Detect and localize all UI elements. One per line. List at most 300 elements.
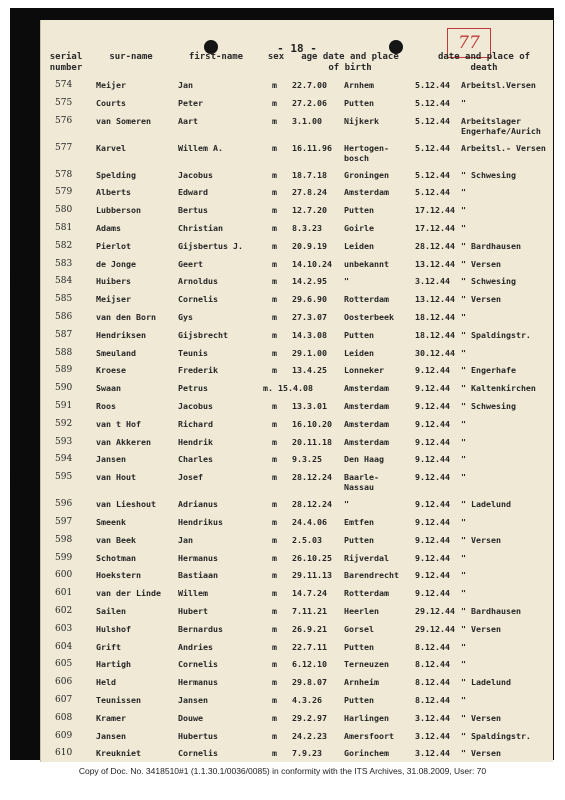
death-place-cell: " Schwesing xyxy=(461,401,516,411)
sex-cell: m xyxy=(272,312,277,322)
firstname-cell: Cornelis xyxy=(178,294,218,305)
firstname-cell: Teunis xyxy=(178,347,208,358)
serial-number-cell: 577 xyxy=(55,142,73,153)
surname-cell: van Akkeren xyxy=(96,436,151,447)
sex-cell: m xyxy=(272,588,277,599)
sex-cell: m xyxy=(272,606,277,616)
serial-number-cell: 584 xyxy=(55,276,73,287)
death-date-cell: 5.12.44 xyxy=(415,187,450,198)
death-place-cell: Arbeitsl.- Versen xyxy=(461,142,546,153)
serial-number-cell: 586 xyxy=(55,312,73,322)
firstname-cell: Bernardus xyxy=(178,623,223,634)
sex-cell: m xyxy=(272,97,277,108)
sex-cell: m xyxy=(272,258,277,269)
birth-date-cell: 29.6.90 xyxy=(292,294,327,305)
death-date-cell: 5.12.44 xyxy=(415,80,450,90)
death-place-cell: " xyxy=(461,552,466,563)
death-date-cell: 18.12.44 xyxy=(415,329,455,340)
death-place-cell: " xyxy=(461,418,466,429)
serial-number-cell: 590 xyxy=(55,383,73,394)
death-place-cell: " Ladelund xyxy=(461,499,511,510)
sex-cell: m xyxy=(272,80,277,90)
firstname-cell: Frederik xyxy=(178,365,218,376)
surname-cell: Hoekstern xyxy=(96,570,141,581)
surname-cell: Sailen xyxy=(96,606,126,616)
serial-number-cell: 588 xyxy=(55,347,73,358)
serial-number-cell: 594 xyxy=(55,454,73,465)
header-firstname: first-name xyxy=(188,52,244,62)
birth-place-cell: Gorsel xyxy=(344,623,374,634)
birth-date-cell: 13.3.01 xyxy=(292,401,327,411)
firstname-cell: Jansen xyxy=(178,695,208,705)
birth-date-cell: 29.11.13 xyxy=(292,570,332,581)
firstname-cell: Cornelis xyxy=(178,748,218,759)
firstname-cell: Hendrik xyxy=(178,436,213,447)
serial-number-cell: 575 xyxy=(55,97,73,108)
sex-cell: m xyxy=(272,641,277,652)
birth-date-cell: 2.5.03 xyxy=(292,534,322,545)
death-date-cell: 13.12.44 xyxy=(415,258,455,269)
surname-cell: Hulshof xyxy=(96,623,131,634)
binder-hole-top xyxy=(10,268,28,286)
surname-cell: van Lieshout xyxy=(96,499,156,510)
birth-date-cell: 7.9.23 xyxy=(292,748,322,759)
birth-place-cell: Amsterdam xyxy=(344,418,389,429)
sex-cell: m xyxy=(272,205,277,216)
birth-date-cell: 3.1.00 xyxy=(292,115,322,126)
birth-date-cell: 9.3.25 xyxy=(292,454,322,465)
surname-cell: Meijer xyxy=(96,80,126,90)
death-place-cell: " Ladelund xyxy=(461,677,511,688)
sex-cell: m xyxy=(272,365,277,376)
birth-place-cell: Terneuzen xyxy=(344,659,389,670)
death-date-cell: 8.12.44 xyxy=(415,677,450,688)
death-place-cell: " xyxy=(461,472,466,483)
death-place-cell: " Versen xyxy=(461,534,501,545)
birth-date-cell: 22.7.00 xyxy=(292,80,327,90)
birth-place-cell: Putten xyxy=(344,695,374,705)
sex-cell: m xyxy=(272,115,277,126)
sex-cell: m xyxy=(272,187,277,198)
sex-cell: m xyxy=(272,570,277,581)
death-place-cell: " xyxy=(461,223,466,233)
surname-cell: Smeuland xyxy=(96,347,136,358)
surname-cell: de Jonge xyxy=(96,258,136,269)
surname-cell: Adams xyxy=(96,223,121,233)
birth-place-cell: Amsterdam xyxy=(344,383,389,394)
sex-cell: m xyxy=(272,169,277,180)
birth-date-cell: 22.7.11 xyxy=(292,641,327,652)
death-date-cell: 9.12.44 xyxy=(415,472,450,483)
death-place-cell: " Versen xyxy=(461,748,501,759)
death-date-cell: 9.12.44 xyxy=(415,401,450,411)
birth-date-cell: 28.12.24 xyxy=(292,472,332,483)
birth-date-cell: 13.4.25 xyxy=(292,365,327,376)
birth-place-cell: Amsterdam xyxy=(344,436,389,447)
death-date-cell: 5.12.44 xyxy=(415,97,450,108)
header-birth: age date and place of birth xyxy=(301,52,399,73)
birth-place-cell: Groningen xyxy=(344,169,389,180)
sex-cell: m xyxy=(272,142,277,153)
sex-cell: m xyxy=(272,623,277,634)
firstname-cell: Gijsbrecht xyxy=(178,329,228,340)
death-place-cell: " Versen xyxy=(461,623,501,634)
death-place-cell: " Engerhafe xyxy=(461,365,516,376)
death-place-cell: " Spaldingstr. xyxy=(461,329,531,340)
sex-cell: m xyxy=(272,534,277,545)
serial-number-cell: 593 xyxy=(55,436,73,447)
binder-hole-bottom xyxy=(10,474,28,492)
surname-cell: Huibers xyxy=(96,276,131,287)
sex-cell: m xyxy=(272,223,277,233)
surname-cell: Karvel xyxy=(96,142,126,153)
birth-place-cell: Amsterdam xyxy=(344,401,389,411)
birth-date-cell: 14.3.08 xyxy=(292,329,327,340)
surname-cell: Teunissen xyxy=(96,695,141,705)
birth-date-cell: 8.3.23 xyxy=(292,223,322,233)
death-date-cell: 30.12.44 xyxy=(415,347,455,358)
death-date-cell: 8.12.44 xyxy=(415,659,450,670)
firstname-cell: Hendrikus xyxy=(178,517,223,527)
death-date-cell: 29.12.44 xyxy=(415,606,455,616)
surname-cell: van Someren xyxy=(96,115,151,126)
serial-number-cell: 585 xyxy=(55,294,73,305)
death-date-cell: 9.12.44 xyxy=(415,383,450,394)
surname-cell: Pierlot xyxy=(96,240,131,251)
firstname-cell: Willem xyxy=(178,588,208,599)
birth-place-cell: Lonneker xyxy=(344,365,384,376)
sex-cell: m xyxy=(272,472,277,483)
firstname-cell: Hermanus xyxy=(178,677,218,688)
surname-cell: van den Born xyxy=(96,312,156,322)
birth-date-cell: 24.4.06 xyxy=(292,517,327,527)
death-place-cell: " xyxy=(461,641,466,652)
surname-cell: Kreukniet xyxy=(96,748,141,759)
firstname-cell: Bastiaan xyxy=(178,570,218,581)
firstname-cell: Arnoldus xyxy=(178,276,218,287)
serial-number-cell: 605 xyxy=(55,659,73,670)
surname-cell: Held xyxy=(96,677,116,688)
death-date-cell: 9.12.44 xyxy=(415,436,450,447)
surname-cell: van Beek xyxy=(96,534,136,545)
firstname-cell: Edward xyxy=(178,187,208,198)
sex-cell: m xyxy=(272,329,277,340)
firstname-cell: Bertus xyxy=(178,205,208,216)
birth-date-cell: 20.11.18 xyxy=(292,436,332,447)
firstname-cell: Petrus xyxy=(178,383,208,394)
birth-place-cell: Amsterdam xyxy=(344,187,389,198)
surname-cell: Schotman xyxy=(96,552,136,563)
birth-place-cell: Rijverdal xyxy=(344,552,389,563)
serial-number-cell: 579 xyxy=(55,187,73,198)
scanned-document-frame xyxy=(10,8,554,760)
birth-place-cell-line2: Nassau xyxy=(344,482,374,493)
firstname-cell: Hubert xyxy=(178,606,208,616)
firstname-cell: Hermanus xyxy=(178,552,218,563)
death-date-cell: 9.12.44 xyxy=(415,570,450,581)
sex-cell: m xyxy=(272,276,277,287)
sex-cell: m xyxy=(272,436,277,447)
serial-number-cell: 589 xyxy=(55,365,73,376)
birth-date-cell: 14.10.24 xyxy=(292,258,332,269)
death-place-cell: " xyxy=(461,187,466,198)
serial-number-cell: 599 xyxy=(55,552,73,563)
sex-cell: m xyxy=(272,517,277,527)
death-date-cell: 3.12.44 xyxy=(415,730,450,741)
header-surname: sur-name xyxy=(109,52,153,62)
birth-date-cell: 18.7.18 xyxy=(292,169,327,180)
surname-cell: van t Hof xyxy=(96,418,141,429)
death-place-cell: " Bardhausen xyxy=(461,240,521,251)
death-place-cell: " xyxy=(461,347,466,358)
death-place-cell: " Versen xyxy=(461,712,501,723)
firstname-cell: Richard xyxy=(178,418,213,429)
firstname-cell: Charles xyxy=(178,454,213,465)
surname-cell: Swaan xyxy=(96,383,121,394)
birth-place-cell: Baarle- xyxy=(344,472,379,483)
surname-cell: Jansen xyxy=(96,730,126,741)
sex-cell: m xyxy=(272,677,277,688)
death-place-cell: " xyxy=(461,436,466,447)
birth-date-cell: 7.11.21 xyxy=(292,606,327,616)
death-date-cell: 9.12.44 xyxy=(415,454,450,465)
header-sex: sex xyxy=(267,52,285,62)
firstname-cell: Hubertus xyxy=(178,730,218,741)
serial-number-cell: 607 xyxy=(55,695,73,705)
surname-cell: Roos xyxy=(96,401,116,411)
birth-date-cell: 29.2.97 xyxy=(292,712,327,723)
serial-number-cell: 608 xyxy=(55,712,73,723)
surname-cell: Meijser xyxy=(96,294,131,305)
birth-place-cell: Putten xyxy=(344,205,374,216)
death-place-cell: " Schwesing xyxy=(461,276,516,287)
header-death: date and place of death xyxy=(437,52,531,73)
birth-place-cell: Arnheim xyxy=(344,677,379,688)
birth-date-cell: 6.12.10 xyxy=(292,659,327,670)
birth-date-cell: 14.2.95 xyxy=(292,276,327,287)
surname-cell: Smeenk xyxy=(96,517,126,527)
death-place-cell: " Schwesing xyxy=(461,169,516,180)
birth-date-cell: 4.3.26 xyxy=(292,695,322,705)
death-place-cell-line2: Engerhafe/Aurich xyxy=(461,125,541,136)
death-date-cell: 8.12.44 xyxy=(415,641,450,652)
firstname-cell: Andries xyxy=(178,641,213,652)
serial-number-cell: 600 xyxy=(55,570,73,581)
surname-cell: Spelding xyxy=(96,169,136,180)
surname-cell: Hendriksen xyxy=(96,329,146,340)
firstname-cell: Jan xyxy=(178,80,193,90)
death-place-cell: " xyxy=(461,312,466,322)
birth-place-cell: Heerlen xyxy=(344,606,379,616)
birth-place-cell: Arnhem xyxy=(344,80,374,90)
death-place-cell: " Kaltenkirchen xyxy=(461,383,536,394)
birth-place-cell: Rotterdam xyxy=(344,588,389,599)
serial-number-cell: 604 xyxy=(55,641,73,652)
firstname-cell: Geert xyxy=(178,258,203,269)
birth-place-cell: Hertogen- xyxy=(344,142,389,153)
death-date-cell: 3.12.44 xyxy=(415,276,450,287)
birth-place-cell: Amersfoort xyxy=(344,730,394,741)
serial-number-cell: 578 xyxy=(55,169,73,180)
sex-cell: m. 15.4.08 xyxy=(263,383,313,394)
firstname-cell: Jan xyxy=(178,534,193,545)
death-place-cell: " xyxy=(461,97,466,108)
sex-cell: m xyxy=(272,401,277,411)
surname-cell: Kroese xyxy=(96,365,126,376)
death-date-cell: 5.12.44 xyxy=(415,169,450,180)
birth-place-cell: Putten xyxy=(344,329,374,340)
death-place-cell: " Bardhausen xyxy=(461,606,521,616)
birth-date-cell: 14.7.24 xyxy=(292,588,327,599)
birth-place-cell: Emtfen xyxy=(344,517,374,527)
surname-cell: Grift xyxy=(96,641,121,652)
birth-place-cell: Harlingen xyxy=(344,712,389,723)
firstname-cell: Adrianus xyxy=(178,499,218,510)
death-place-cell: " Spaldingstr. xyxy=(461,730,531,741)
serial-number-cell: 574 xyxy=(55,80,73,90)
sex-cell: m xyxy=(272,294,277,305)
surname-cell: Courts xyxy=(96,97,126,108)
firstname-cell: Gijsbertus J. xyxy=(178,240,243,251)
archive-footer: Copy of Doc. No. 3418510#1 (1.1.30.1/0036/0085) in conformity with the ITS Archives, 31.08.2009, User: 70 xyxy=(78,766,487,776)
death-place-cell: " Versen xyxy=(461,258,501,269)
serial-number-cell: 587 xyxy=(55,329,73,340)
death-date-cell: 3.12.44 xyxy=(415,712,450,723)
sex-cell: m xyxy=(272,499,277,510)
serial-number-cell: 602 xyxy=(55,606,73,616)
birth-date-cell: 16.11.96 xyxy=(292,142,332,153)
birth-place-cell: Leiden xyxy=(344,240,374,251)
sex-cell: m xyxy=(272,712,277,723)
surname-cell: Lubberson xyxy=(96,205,141,216)
serial-number-cell: 583 xyxy=(55,258,73,269)
firstname-cell: Christian xyxy=(178,223,223,233)
serial-number-cell: 582 xyxy=(55,240,73,251)
death-date-cell: 28.12.44 xyxy=(415,240,455,251)
serial-number-cell: 598 xyxy=(55,534,73,545)
serial-number-cell: 591 xyxy=(55,401,73,411)
death-date-cell: 9.12.44 xyxy=(415,499,450,510)
firstname-cell: Jacobus xyxy=(178,401,213,411)
serial-number-cell: 606 xyxy=(55,677,73,688)
death-date-cell: 9.12.44 xyxy=(415,588,450,599)
firstname-cell: Gys xyxy=(178,312,193,322)
death-place-cell: " Versen xyxy=(461,294,501,305)
death-date-cell: 29.12.44 xyxy=(415,623,455,634)
firstname-cell: Josef xyxy=(178,472,203,483)
header-serial: serial number xyxy=(49,52,83,73)
death-place-cell: " xyxy=(461,588,466,599)
birth-place-cell: Den Haag xyxy=(344,454,384,465)
death-date-cell: 13.12.44 xyxy=(415,294,455,305)
birth-date-cell: 27.3.07 xyxy=(292,312,327,322)
sex-cell: m xyxy=(272,347,277,358)
birth-date-cell: 28.12.24 xyxy=(292,499,332,510)
sex-cell: m xyxy=(272,659,277,670)
birth-date-cell: 16.10.20 xyxy=(292,418,332,429)
birth-place-cell: Rotterdam xyxy=(344,294,389,305)
firstname-cell: Willem A. xyxy=(178,142,223,153)
surname-cell: van der Linde xyxy=(96,588,161,599)
death-date-cell: 9.12.44 xyxy=(415,517,450,527)
sex-cell: m xyxy=(272,695,277,705)
death-date-cell: 17.12.44 xyxy=(415,223,455,233)
birth-place-cell: Oosterbeek xyxy=(344,312,394,322)
birth-place-cell: Nijkerk xyxy=(344,115,379,126)
serial-number-cell: 601 xyxy=(55,588,73,599)
firstname-cell: Douwe xyxy=(178,712,203,723)
birth-place-cell: Gorinchem xyxy=(344,748,389,759)
death-date-cell: 18.12.44 xyxy=(415,312,455,322)
death-date-cell: 5.12.44 xyxy=(415,115,450,126)
birth-place-cell: Barendrecht xyxy=(344,570,399,581)
death-date-cell: 9.12.44 xyxy=(415,365,450,376)
birth-place-cell: unbekannt xyxy=(344,258,389,269)
serial-number-cell: 576 xyxy=(55,115,73,126)
surname-cell: Kramer xyxy=(96,712,126,723)
serial-number-cell: 597 xyxy=(55,517,73,527)
sex-cell: m xyxy=(272,240,277,251)
surname-cell: van Hout xyxy=(96,472,136,483)
birth-date-cell: 29.8.07 xyxy=(292,677,327,688)
birth-date-cell: 12.7.20 xyxy=(292,205,327,216)
serial-number-cell: 595 xyxy=(55,472,73,483)
birth-place-cell: Putten xyxy=(344,534,374,545)
sex-cell: m xyxy=(272,748,277,759)
death-place-cell: " xyxy=(461,205,466,216)
birth-date-cell: 26.9.21 xyxy=(292,623,327,634)
death-date-cell: 17.12.44 xyxy=(415,205,455,216)
death-date-cell: 5.12.44 xyxy=(415,142,450,153)
firstname-cell: Cornelis xyxy=(178,659,218,670)
death-place-cell: Arbeitslager xyxy=(461,115,521,126)
birth-place-cell: " xyxy=(344,499,349,510)
page-number: - 18 - xyxy=(277,42,317,55)
sex-cell: m xyxy=(272,552,277,563)
birth-place-cell: Goirle xyxy=(344,223,374,233)
birth-place-cell: " xyxy=(344,276,349,287)
death-place-cell: " xyxy=(461,659,466,670)
birth-place-cell: Putten xyxy=(344,97,374,108)
birth-date-cell: 24.2.23 xyxy=(292,730,327,741)
firstname-cell: Aart xyxy=(178,115,198,126)
death-date-cell: 3.12.44 xyxy=(415,748,450,759)
firstname-cell: Peter xyxy=(178,97,203,108)
surname-cell: Hartigh xyxy=(96,659,131,670)
death-place-cell: " xyxy=(461,517,466,527)
sex-cell: m xyxy=(272,418,277,429)
serial-number-cell: 610 xyxy=(55,748,73,759)
birth-date-cell: 27.2.06 xyxy=(292,97,327,108)
serial-number-cell: 609 xyxy=(55,730,73,741)
sex-cell: m xyxy=(272,730,277,741)
sex-cell: m xyxy=(272,454,277,465)
birth-date-cell: 20.9.19 xyxy=(292,240,327,251)
serial-number-cell: 596 xyxy=(55,499,73,510)
death-date-cell: 8.12.44 xyxy=(415,695,450,705)
death-date-cell: 9.12.44 xyxy=(415,534,450,545)
death-place-cell: " xyxy=(461,570,466,581)
birth-place-cell-line2: bosch xyxy=(344,152,369,163)
birth-date-cell: 29.1.00 xyxy=(292,347,327,358)
birth-date-cell: 27.8.24 xyxy=(292,187,327,198)
serial-number-cell: 603 xyxy=(55,623,73,634)
serial-number-cell: 581 xyxy=(55,223,73,233)
death-place-cell: " xyxy=(461,454,466,465)
document-sheet xyxy=(40,20,553,762)
serial-number-cell: 592 xyxy=(55,418,73,429)
firstname-cell: Jacobus xyxy=(178,169,213,180)
